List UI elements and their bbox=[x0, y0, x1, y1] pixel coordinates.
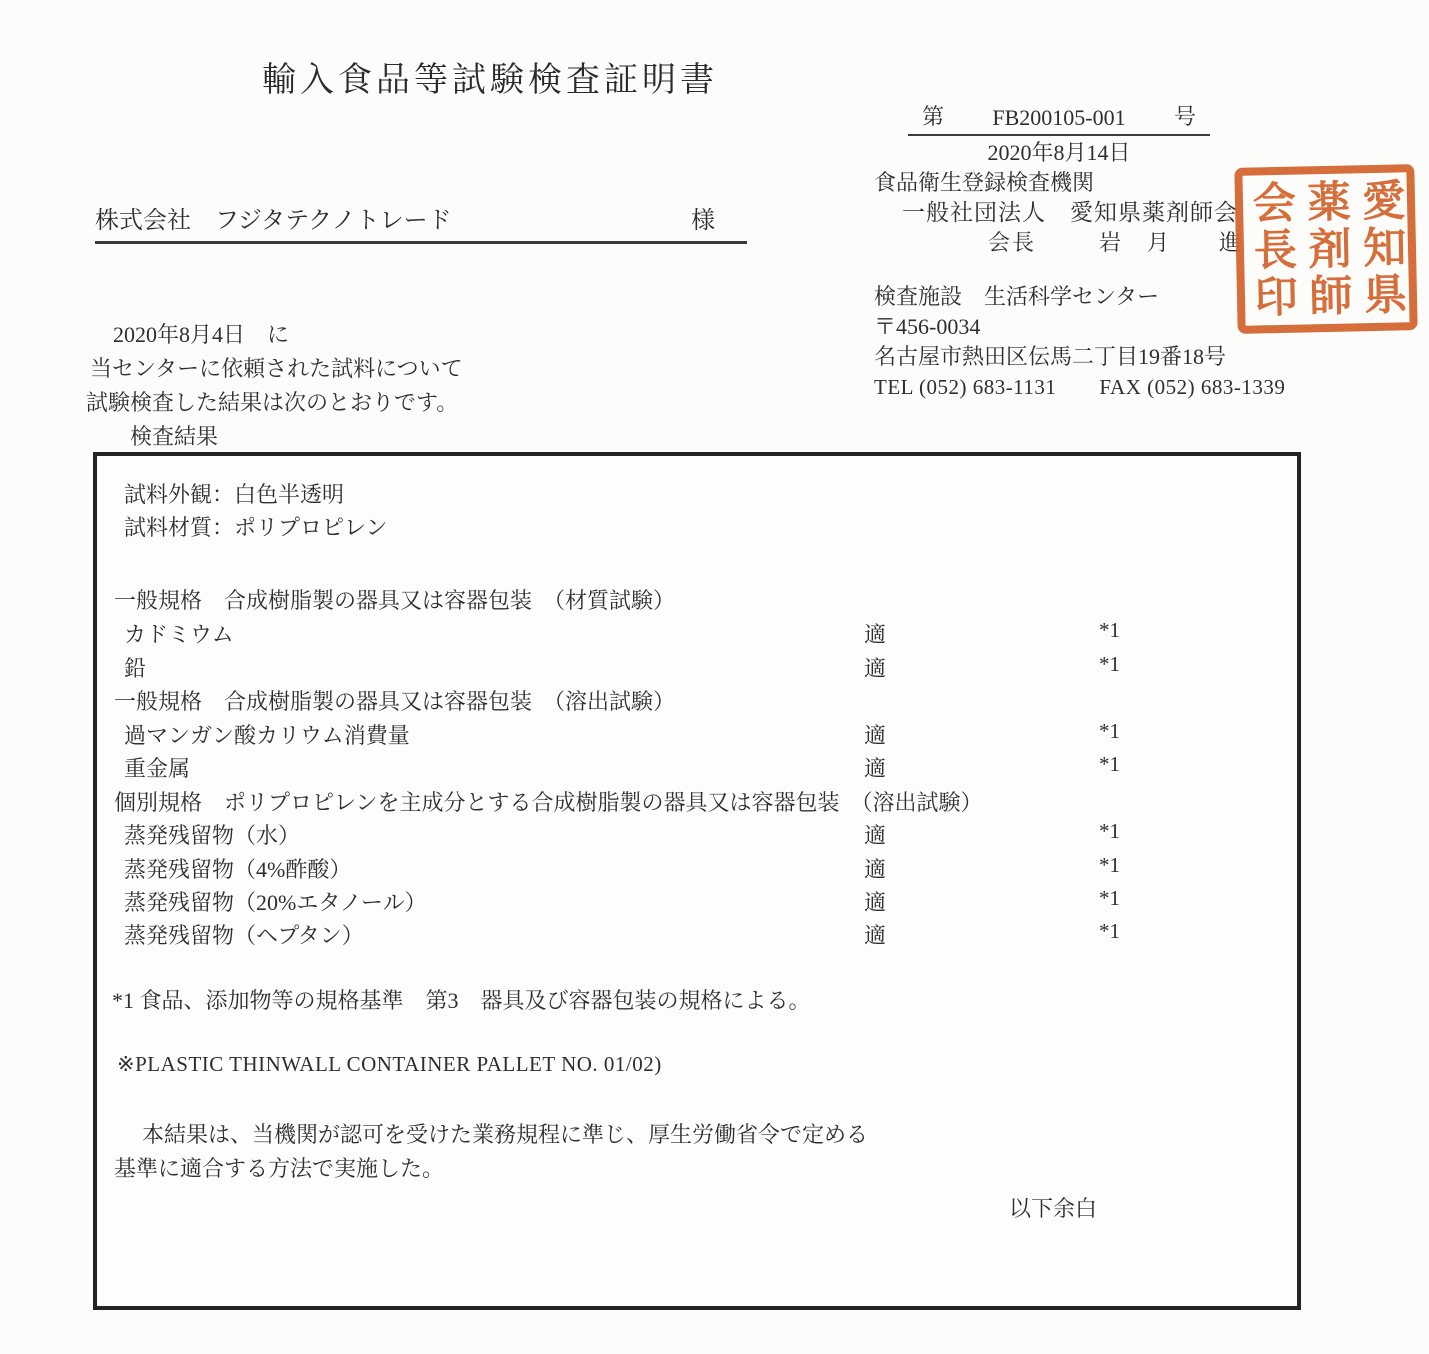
facility-address: 名古屋市熱田区伝馬二丁目19番18号 bbox=[874, 344, 1227, 369]
certificate-number-prefix: 第 bbox=[922, 104, 945, 129]
test-note: *1 bbox=[1099, 919, 1120, 943]
test-note: *1 bbox=[1099, 819, 1120, 843]
postal-code: 〒456-0034 bbox=[874, 314, 981, 339]
test-result: 適 bbox=[864, 823, 887, 848]
test-result: 適 bbox=[864, 857, 887, 882]
test-item: 鉛 bbox=[124, 656, 147, 681]
table-row bbox=[97, 886, 1297, 917]
product-note: ※PLASTIC THINWALL CONTAINER PALLET NO. 01/02) bbox=[117, 1052, 662, 1076]
table-row bbox=[97, 752, 1297, 783]
test-result: 適 bbox=[864, 756, 887, 781]
request-date-line: 2020年8月4日 に bbox=[113, 322, 290, 347]
test-item: 蒸発残留物（水） bbox=[124, 823, 301, 848]
test-result: 適 bbox=[864, 723, 887, 748]
end-of-text-note: 以下余白 bbox=[1009, 1196, 1098, 1221]
test-note: *1 bbox=[1099, 719, 1120, 743]
seal-column-left: 会長印 bbox=[1246, 179, 1297, 322]
intro-line-2: 当センターに依頼された試料について bbox=[90, 356, 463, 381]
certificate-number-line bbox=[908, 100, 1210, 136]
certificate-number-suffix: 号 bbox=[1173, 104, 1196, 129]
issue-date: 2020年8月14日 bbox=[987, 140, 1131, 165]
issuer-agency-type: 食品衛生登録検査機関 bbox=[874, 170, 1095, 195]
addressee-line bbox=[95, 200, 747, 244]
addressee-honorific: 様 bbox=[691, 208, 715, 234]
test-note: *1 bbox=[1099, 752, 1120, 776]
results-label: 検査結果 bbox=[130, 424, 219, 449]
table-row bbox=[97, 919, 1297, 950]
test-item: カドミウム bbox=[124, 622, 234, 647]
issuer-organization: 一般社団法人 愛知県薬剤師会 bbox=[902, 200, 1238, 225]
inspection-facility: 検査施設 生活科学センター bbox=[874, 284, 1160, 309]
test-result: 適 bbox=[864, 923, 887, 948]
test-result: 適 bbox=[864, 890, 887, 915]
table-row bbox=[97, 819, 1297, 850]
test-result: 適 bbox=[864, 656, 887, 681]
test-note: *1 bbox=[1099, 853, 1120, 877]
sample-appearance: 試料外観：白色半透明 bbox=[124, 482, 345, 507]
section-heading: 一般規格 合成樹脂製の器具又は容器包装 （溶出試験） bbox=[114, 689, 676, 714]
closing-line-2: 基準に適合する方法で実施した。 bbox=[114, 1156, 445, 1181]
section-heading: 個別規格 ポリプロピレンを主成分とする合成樹脂製の器具又は容器包装 （溶出試験） bbox=[114, 790, 983, 815]
test-result: 適 bbox=[864, 622, 887, 647]
results-box bbox=[93, 452, 1301, 1310]
test-item: 蒸発残留物（20%エタノール） bbox=[124, 890, 427, 915]
president-name: 岩 月 進 bbox=[1099, 230, 1244, 255]
page-title: 輸入食品等試験検査証明書 bbox=[262, 62, 718, 99]
test-item: 過マンガン酸カリウム消費量 bbox=[124, 723, 410, 748]
intro-line-3: 試験検査した結果は次のとおりです。 bbox=[86, 390, 459, 415]
president-seal-stamp bbox=[1234, 164, 1417, 334]
section-heading: 一般規格 合成樹脂製の器具又は容器包装 （材質試験） bbox=[114, 588, 676, 613]
closing-line-1: 本結果は、当機関が認可を受けた業務規程に準じ、厚生労働省令で定める bbox=[142, 1122, 869, 1147]
test-item: 蒸発残留物（ヘプタン） bbox=[124, 923, 364, 948]
test-item: 蒸発残留物（4%酢酸） bbox=[124, 857, 352, 882]
footnote: *1 食品、添加物等の規格基準 第3 器具及び容器包装の規格による。 bbox=[112, 988, 811, 1013]
tel-fax: TEL (052) 683-1131 FAX (052) 683-1339 bbox=[874, 375, 1286, 399]
table-row bbox=[97, 719, 1297, 750]
certificate-number-value: FB200105-001 bbox=[992, 105, 1126, 130]
table-row bbox=[97, 618, 1297, 649]
test-note: *1 bbox=[1099, 618, 1120, 642]
table-row bbox=[97, 652, 1297, 683]
test-item: 重金属 bbox=[124, 756, 191, 781]
seal-column-middle: 薬剤師 bbox=[1301, 178, 1351, 320]
president-title: 会長 bbox=[988, 230, 1037, 255]
test-note: *1 bbox=[1099, 652, 1120, 676]
test-note: *1 bbox=[1099, 886, 1120, 910]
addressee-company: 株式会社 フジタテクノトレード bbox=[95, 208, 452, 234]
table-row bbox=[97, 853, 1297, 884]
sample-material: 試料材質：ポリプロピレン bbox=[124, 515, 388, 540]
seal-column-right: 愛知県 bbox=[1355, 176, 1406, 319]
